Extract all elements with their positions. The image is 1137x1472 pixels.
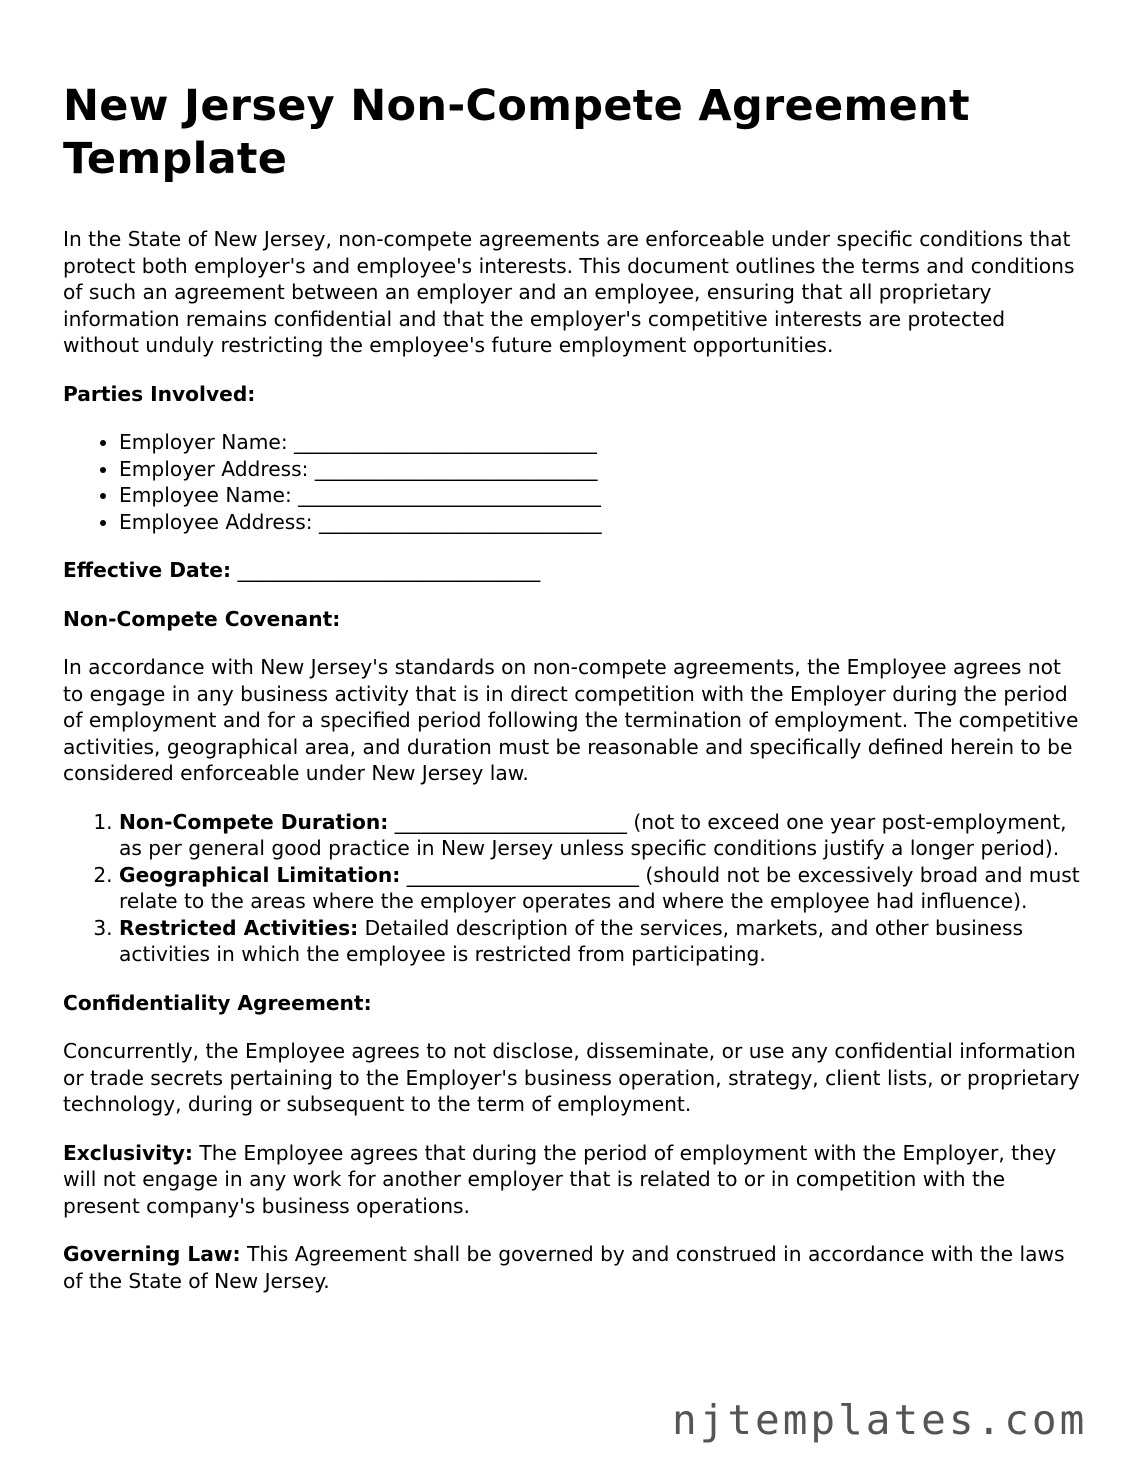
exclusivity-text: The Employee agrees that during the period of employment with the Employer, they will not engage in any work for another employer that is related to or in competition with the present company's business operations. — [63, 1140, 1057, 1218]
governing-law-label: Governing Law: — [63, 1242, 241, 1266]
list-item-duration — [119, 809, 1083, 862]
parties-heading: Parties Involved: — [63, 381, 256, 406]
restricted-activities-label: Restricted Activities: — [119, 915, 359, 940]
list-item-geography — [119, 862, 1083, 915]
non-compete-body: In accordance with New Jersey's standards on non-compete agreements, the Employee agrees not to engage in any business activity that is in direct competition with the Employer during the period of employment and for a specified period following the termination of employment. The competitive activities, geographical area, and duration must be reasonable and specifically defined herein to be considered enforceable under New Jersey law. — [63, 655, 1079, 785]
document-page — [63, 80, 1083, 1316]
exclusivity-paragraph — [63, 1140, 1083, 1220]
confidentiality-body: Concurrently, the Employee agrees to not disclose, disseminate, or use any confidential information or trade secrets pertaining to the Employer's business operation, strategy, client lists, or proprietary technology, during or subsequent to the term of employment. — [63, 1039, 1080, 1116]
list-item-restricted-activities — [119, 915, 1083, 968]
confidentiality-heading: Confidentiality Agreement: — [63, 990, 372, 1015]
governing-law-paragraph — [63, 1241, 1083, 1294]
list-item-employee-name: • Employee Name: ______________________________ — [119, 482, 1083, 509]
non-compete-terms-list — [63, 809, 1083, 968]
intro-paragraph: In the State of New Jersey, non-compete agreements are enforceable under specific conditions that protect both employer's and employee's interests. This document outlines the terms and conditions of such an agreement between an employer and an employee, ensuring that all proprietary information remains confidential and that the employer's competitive interests are protected without unduly restricting the employee's future employment opportunities. — [63, 227, 1075, 357]
governing-law-text: This Agreement shall be governed by and construed in accordance with the laws of the State of New Jersey. — [63, 1242, 1065, 1293]
restricted-activities-text: Detailed description of the services, markets, and other business activities in which the employee is restricted from participating. — [119, 915, 1024, 966]
duration-label: Non-Compete Duration: — [119, 809, 389, 834]
parties-list — [63, 429, 1083, 535]
site-watermark: njtemplates.com — [672, 1396, 1088, 1444]
effective-date-line — [63, 557, 1083, 584]
duration-text: _______________________ (not to exceed one year post-employment, as per general good practice in New Jersey unless specific conditions justify a longer period). — [119, 809, 1067, 860]
effective-date-blank: ______________________________ — [231, 558, 541, 582]
non-compete-heading: Non-Compete Covenant: — [63, 606, 341, 631]
list-item-employer-name: • Employer Name: ______________________________ — [119, 429, 1083, 456]
geography-label: Geographical Limitation: — [119, 862, 401, 887]
list-item-employer-address: • Employer Address: ____________________________ — [119, 456, 1083, 483]
geography-text: _______________________ (should not be excessively broad and must relate to the areas where the employer operates and where the employee had influence). — [119, 862, 1080, 913]
list-item-employee-address: • Employee Address: ____________________________ — [119, 509, 1083, 536]
exclusivity-label: Exclusivity: — [63, 1140, 193, 1165]
effective-date-label: Effective Date: — [63, 558, 232, 582]
page-title: New Jersey Non-Compete Agreement Template — [63, 81, 970, 184]
